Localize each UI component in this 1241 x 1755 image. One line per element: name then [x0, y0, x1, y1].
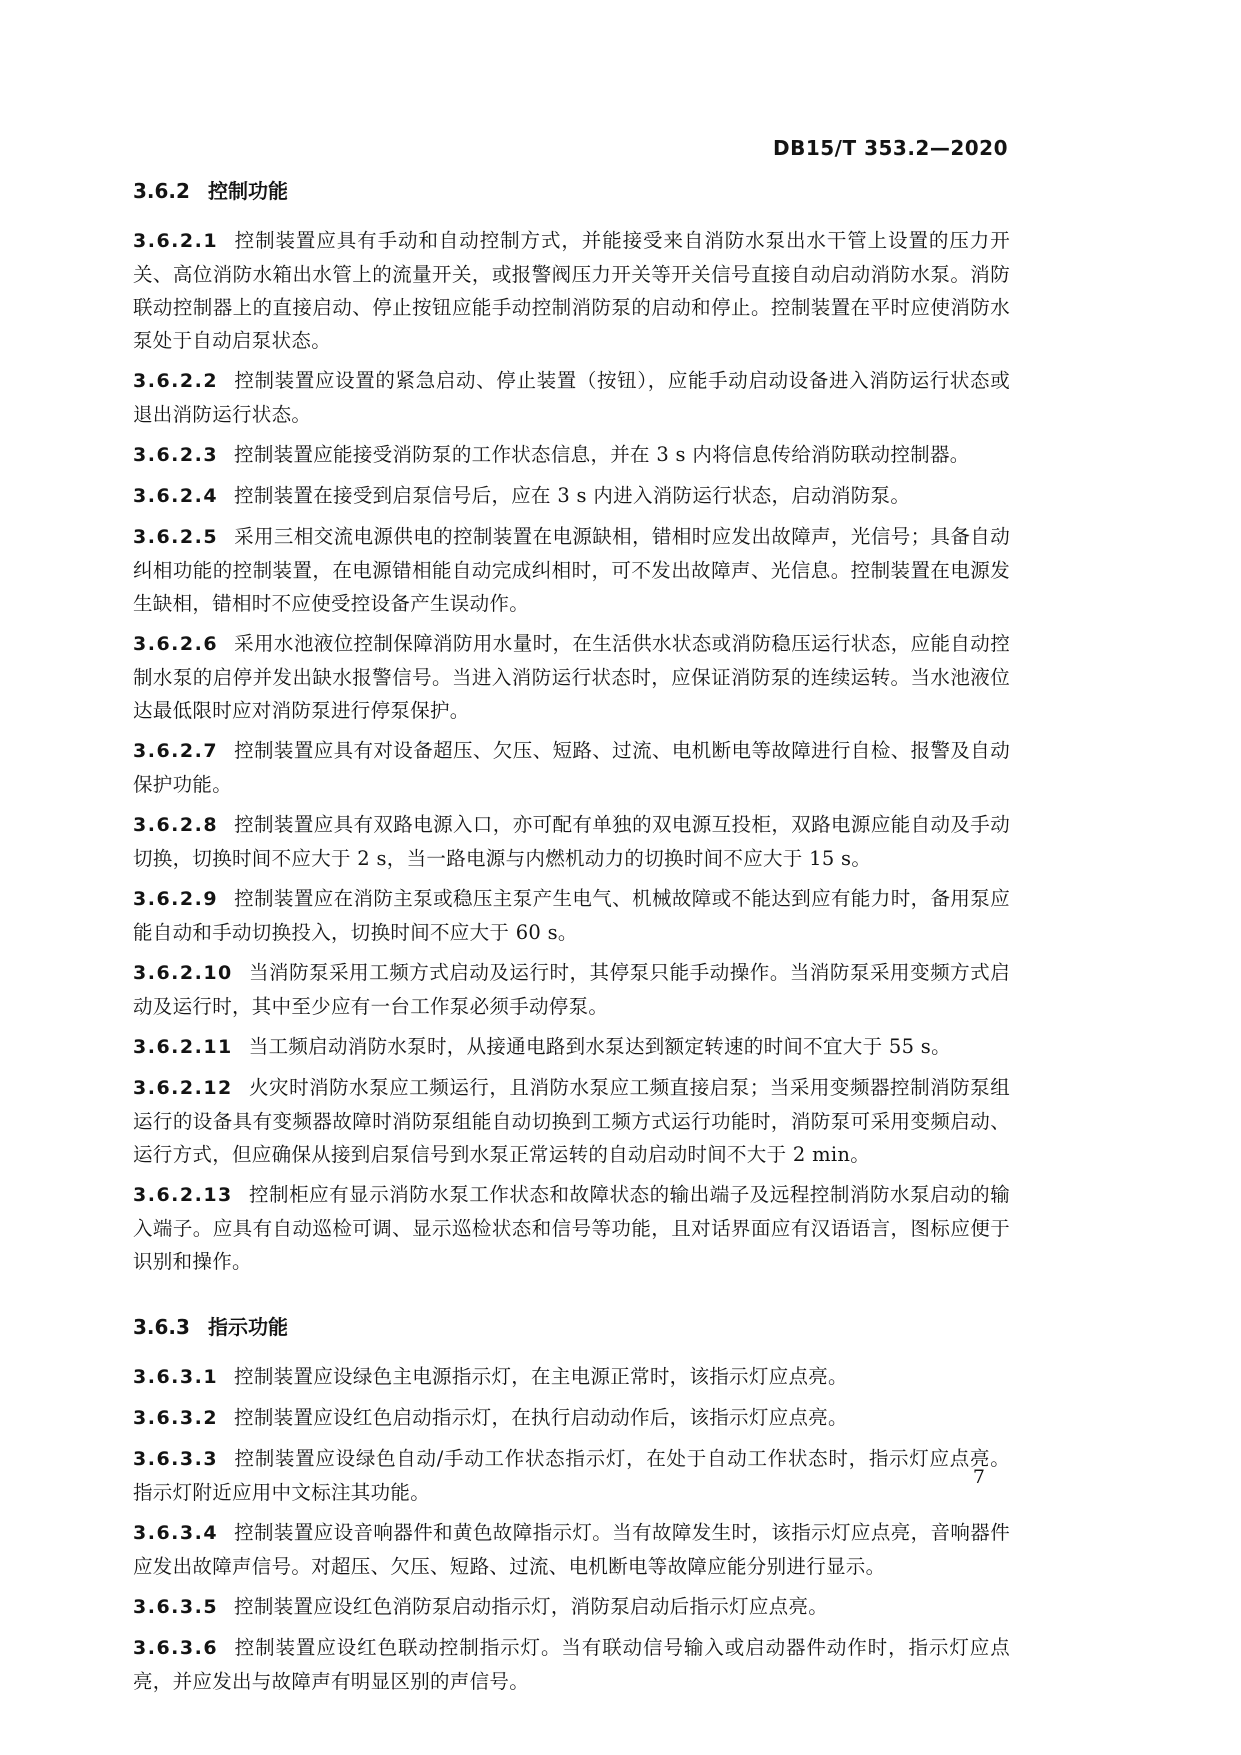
clause-3-6-2-6 [133, 627, 1010, 727]
clause-text: 控制柜应有显示消防水泵工作状态和故障状态的输出端子及远程控制消防水泵启动的输入端子。应具有自动巡检可调、显示巡检状态和信号等功能，且对话界面应有汉语语言，图标应便于识别和操作。 [133, 1183, 1010, 1273]
clause-text: 采用三相交流电源供电的控制装置在电源缺相，错相时应发出故障声，光信号；具备自动纠相功能的控制装置，在电源错相能自动完成纠相时，可不发出故障声、光信息。控制装置在电源发生缺相，错相时不应使受控设备产生误动作。 [133, 525, 1010, 615]
clause-3-6-3-1 [133, 1360, 1010, 1394]
clause-number: 3.6.3.6 [133, 1637, 219, 1659]
clause-text: 控制装置应设音响器件和黄色故障指示灯。当有故障发生时，该指示灯应点亮，音响器件应发出故障声信号。对超压、欠压、短路、过流、电机断电等故障应能分别进行显示。 [133, 1521, 1010, 1578]
clause-text: 控制装置在接受到启泵信号后，应在 3 s 内进入消防运行状态，启动消防泵。 [234, 484, 911, 507]
clause-number: 3.6.3.3 [133, 1448, 219, 1470]
clause-text: 控制装置应在消防主泵或稳压主泵产生电气、机械故障或不能达到应有能力时，备用泵应能自动和手动切换投入，切换时间不应大于 60 s。 [133, 887, 1010, 944]
clause-number: 3.6.3.2 [133, 1407, 219, 1429]
clause-text: 控制装置应设置的紧急启动、停止装置（按钮），应能手动启动设备进入消防运行状态或退出消防运行状态。 [133, 369, 1010, 426]
clause-number: 3.6.2.1 [133, 230, 219, 252]
clause-3-6-2-10 [133, 956, 1010, 1023]
clause-number: 3.6.2.6 [133, 633, 219, 655]
clause-number: 3.6.2.4 [133, 485, 219, 507]
clause-3-6-3-4 [133, 1516, 1010, 1583]
document-code: DB15/T 353.2—2020 [772, 136, 1008, 160]
clause-text: 控制装置应设红色启动指示灯，在执行启动动作后，该指示灯应点亮。 [234, 1406, 848, 1429]
clause-3-6-2-13 [133, 1178, 1010, 1278]
clause-3-6-2-11 [133, 1030, 1010, 1064]
page-number: 7 [972, 1466, 985, 1488]
clause-3-6-2-3 [133, 438, 1010, 472]
clause-number: 3.6.2.2 [133, 370, 219, 392]
clause-number: 3.6.2.13 [133, 1184, 233, 1206]
clause-3-6-2-7 [133, 734, 1010, 801]
clause-number: 3.6.2.9 [133, 888, 219, 910]
heading-title: 控制功能 [207, 179, 288, 203]
clause-number: 3.6.2.3 [133, 444, 219, 466]
clause-number: 3.6.2.11 [133, 1036, 233, 1058]
clause-number: 3.6.2.7 [133, 740, 219, 762]
clause-3-6-3-5 [133, 1590, 1010, 1624]
clause-text: 火灾时消防水泵应工频运行，且消防水泵应工频直接启泵；当采用变频器控制消防泵组运行的设备具有变频器故障时消防泵组能自动切换到工频方式运行功能时，消防泵可采用变频启动、运行方式，但应确保从接到启泵信号到水泵正常运转的自动启动时间不大于 2 min。 [133, 1076, 1010, 1166]
clause-3-6-2-5 [133, 520, 1010, 620]
clause-number: 3.6.2.5 [133, 526, 219, 548]
heading-number: 3.6.2 [133, 179, 190, 203]
clause-3-6-3-2 [133, 1401, 1010, 1435]
clause-number: 3.6.3.5 [133, 1596, 219, 1618]
clause-text: 控制装置应设绿色自动/手动工作状态指示灯，在处于自动工作状态时，指示灯应点亮。指示灯附近应用中文标注其功能。 [133, 1447, 1010, 1504]
clause-3-6-2-8 [133, 808, 1010, 875]
clause-text: 控制装置应具有双路电源入口，亦可配有单独的双电源互投柜，双路电源应能自动及手动切换，切换时间不应大于 2 s，当一路电源与内燃机动力的切换时间不应大于 15 s。 [133, 813, 1010, 870]
heading-3-6-3 [133, 1312, 1010, 1342]
document-body [133, 176, 1010, 1705]
clause-text: 控制装置应设红色消防泵启动指示灯，消防泵启动后指示灯应点亮。 [234, 1595, 829, 1618]
clause-3-6-3-6 [133, 1631, 1010, 1698]
clause-3-6-2-4 [133, 479, 1010, 513]
clause-text: 当消防泵采用工频方式启动及运行时，其停泵只能手动操作。当消防泵采用变频方式启动及运行时，其中至少应有一台工作泵必须手动停泵。 [133, 961, 1010, 1018]
clause-3-6-3-3 [133, 1442, 1010, 1509]
clause-number: 3.6.3.4 [133, 1522, 219, 1544]
heading-title: 指示功能 [207, 1315, 288, 1339]
clause-text: 控制装置应具有对设备超压、欠压、短路、过流、电机断电等故障进行自检、报警及自动保护功能。 [133, 739, 1010, 796]
clause-text: 当工频启动消防水泵时，从接通电路到水泵达到额定转速的时间不宜大于 55 s。 [248, 1035, 951, 1058]
clause-3-6-2-9 [133, 882, 1010, 949]
clause-text: 控制装置应设绿色主电源指示灯，在主电源正常时，该指示灯应点亮。 [234, 1365, 848, 1388]
heading-3-6-2 [133, 176, 1010, 206]
clause-3-6-2-1 [133, 224, 1010, 357]
clause-text: 控制装置应设红色联动控制指示灯。当有联动信号输入或启动器件动作时，指示灯应点亮，并应发出与故障声有明显区别的声信号。 [133, 1636, 1010, 1693]
clause-text: 采用水池液位控制保障消防用水量时，在生活供水状态或消防稳压运行状态，应能自动控制水泵的启停并发出缺水报警信号。当进入消防运行状态时，应保证消防泵的连续运转。当水池液位达最低限时应对消防泵进行停泵保护。 [133, 632, 1010, 722]
clause-number: 3.6.2.10 [133, 962, 233, 984]
clause-3-6-2-12 [133, 1071, 1010, 1171]
heading-number: 3.6.3 [133, 1315, 190, 1339]
clause-number: 3.6.3.1 [133, 1366, 219, 1388]
clause-text: 控制装置应能接受消防泵的工作状态信息，并在 3 s 内将信息传给消防联动控制器。 [234, 443, 970, 466]
clause-text: 控制装置应具有手动和自动控制方式，并能接受来自消防水泵出水干管上设置的压力开关、高位消防水箱出水管上的流量开关，或报警阀压力开关等开关信号直接自动启动消防水泵。消防联动控制器上的直接启动、停止按钮应能手动控制消防泵的启动和停止。控制装置在平时应使消防水泵处于自动启泵状态。 [133, 229, 1010, 352]
clause-3-6-2-2 [133, 364, 1010, 431]
clause-number: 3.6.2.8 [133, 814, 219, 836]
clause-number: 3.6.2.12 [133, 1077, 233, 1099]
